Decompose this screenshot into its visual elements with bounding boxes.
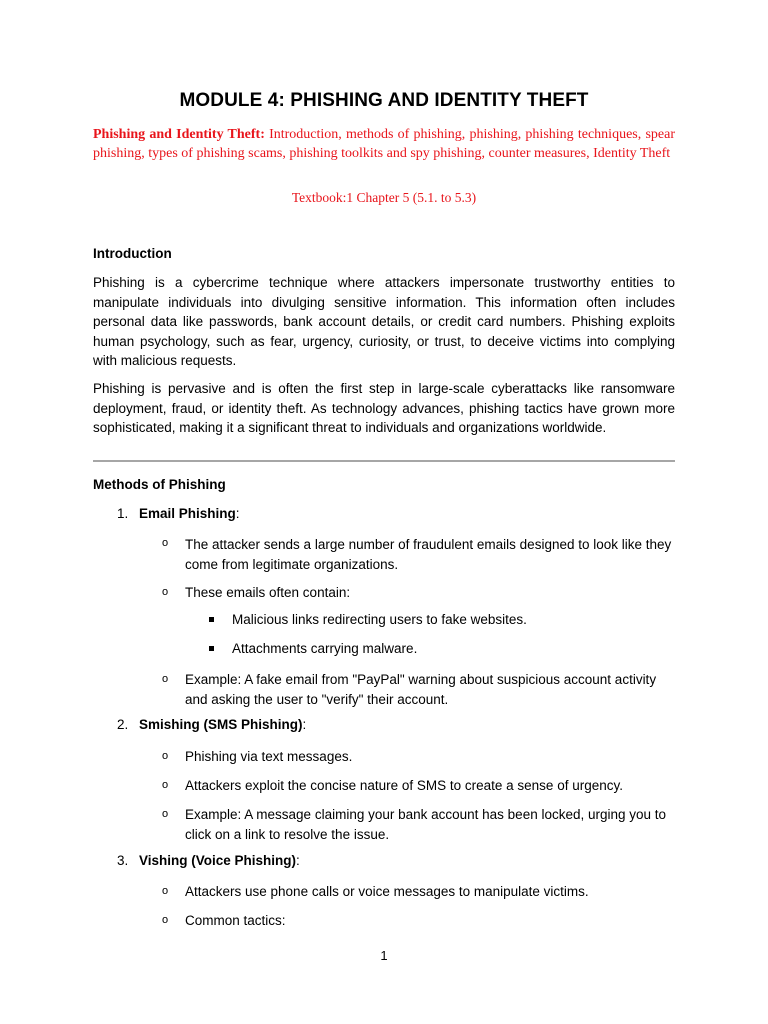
method-suffix: : [296, 853, 300, 868]
method-item-vishing [117, 853, 300, 868]
list-item: The attacker sends a large number of fraudulent emails designed to look like they come from legitimate organizations. [185, 537, 672, 572]
circle-bullet-icon: o [162, 586, 169, 598]
topics-lead: Phishing and Identity Theft: [93, 127, 265, 142]
circle-bullet-icon: o [162, 808, 169, 820]
method-number: 3. [117, 853, 129, 868]
method-item-email [117, 506, 240, 521]
section-divider [93, 460, 675, 462]
square-bullet-icon [209, 617, 214, 622]
topics-summary [93, 125, 675, 163]
method-label: Email Phishing [139, 506, 236, 521]
circle-bullet-icon: o [162, 673, 169, 685]
circle-bullet-icon: o [162, 537, 169, 549]
circle-bullet-icon: o [162, 914, 169, 926]
circle-bullet-icon: o [162, 750, 169, 762]
method-label: Vishing (Voice Phishing) [139, 853, 297, 868]
square-bullet-icon [209, 646, 214, 651]
introduction-paragraph-1: Phishing is a cybercrime technique where attackers impersonate trustworthy entities to manipulate individuals into divulging sensitive information. This information often includes personal data like passwords, bank account details, or credit card numbers. Phishing exploits human psychology, such as fear, urgency, curiosity, or trust, to deceive victims into complying with malicious requests. [93, 275, 675, 368]
method-item-smishing [117, 717, 306, 732]
circle-bullet-icon: o [162, 885, 169, 897]
list-item: Example: A fake email from "PayPal" warning about suspicious account activity and asking the user to "verify" their account. [185, 672, 657, 707]
list-item: Phishing via text messages. [185, 749, 353, 764]
page-title: MODULE 4: PHISHING AND IDENTITY THEFT [179, 90, 589, 111]
topics-text: Introduction, methods of phishing, phishing, phishing techniques, spear phishing, types of phishing scams, phishing toolkits and spy phishing, counter measures, Identity Theft [93, 127, 675, 161]
list-item: These emails often contain: [185, 585, 351, 600]
list-item: Malicious links redirecting users to fake websites. [232, 612, 527, 627]
list-item: Example: A message claiming your bank account has been locked, urging you to click on a link to resolve the issue. [185, 807, 667, 842]
list-item: Attachments carrying malware. [232, 641, 418, 656]
list-item: Common tactics: [185, 913, 286, 928]
introduction-heading: Introduction [93, 246, 172, 261]
method-number: 2. [117, 717, 129, 732]
introduction-paragraph-2: Phishing is pervasive and is often the first step in large-scale cyberattacks like ransomware deployment, fraud, or identity theft. As technology advances, phishing tactics have grown more sophisticated, making it a significant threat to individuals and organizations worldwide. [93, 381, 675, 435]
method-suffix: : [235, 506, 240, 521]
textbook-reference: Textbook:1 Chapter 5 (5.1. to 5.3) [291, 190, 477, 205]
method-number: 1. [117, 506, 129, 521]
method-label: Smishing (SMS Phishing) [139, 717, 303, 732]
methods-heading: Methods of Phishing [93, 477, 226, 492]
page-number: 1 [380, 948, 388, 963]
circle-bullet-icon: o [162, 779, 169, 791]
list-item: Attackers use phone calls or voice messages to manipulate victims. [185, 884, 589, 899]
method-suffix: : [302, 717, 307, 732]
list-item: Attackers exploit the concise nature of SMS to create a sense of urgency. [185, 778, 623, 793]
